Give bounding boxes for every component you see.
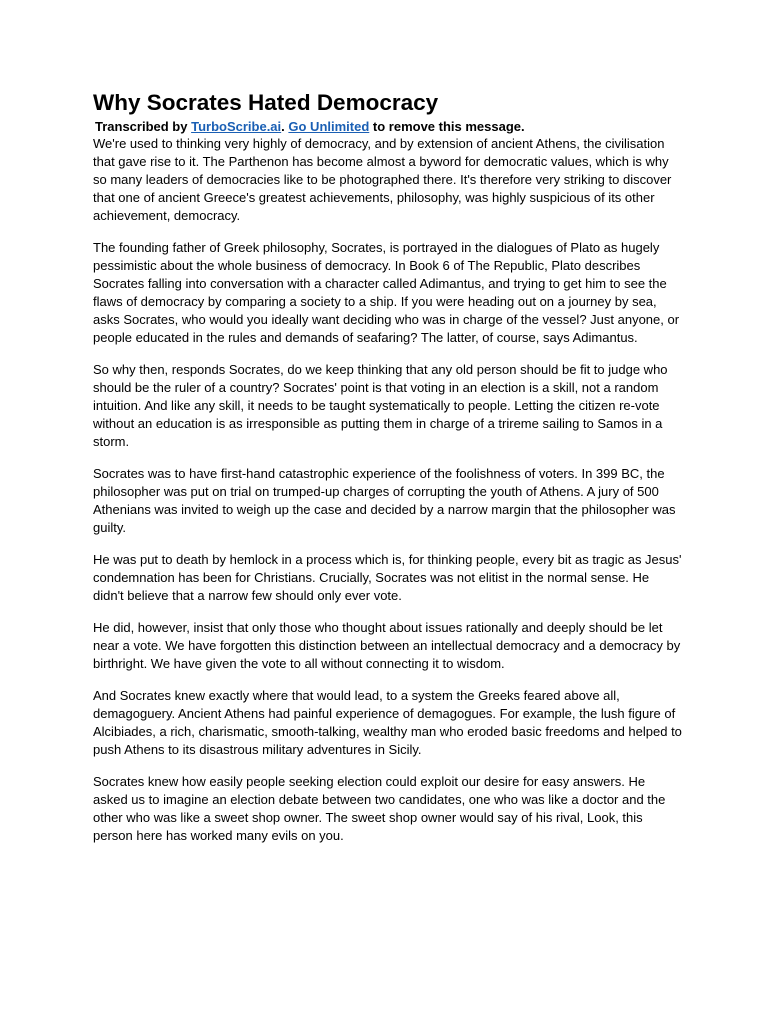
banner-separator: . [281, 119, 289, 134]
transcription-banner [95, 118, 683, 135]
paragraph-2: The founding father of Greek philosophy, Socrates, is portrayed in the dialogues of Plato as hugely pessimistic about the whole business of democracy. In Book 6 of The Republic, Plato describes Socrates falling into conversation with a character called Adimantus, and trying to get him to see the flaws of democracy by comparing a society to a ship. If you were heading out on a journey by sea, asks Socrates, who would you ideally want deciding who was in charge of the vessel? Just anyone, or people educated in the rules and demands of seafaring? The latter, of course, says Adimantus. [93, 240, 680, 345]
banner-prefix: Transcribed by [95, 119, 192, 134]
paragraph-1: We're used to thinking very highly of democracy, and by extension of ancient Athens, the civilisation that gave rise to it. The Parthenon has become almost a byword for democratic values, which is why so many leaders of democracies like to be photographed there. It's therefore very striking to discover that one of ancient Greece's greatest achievements, philosophy, was highly suspicious of its other achievement, democracy. [93, 136, 672, 223]
turboscribe-link[interactable]: TurboScribe.ai [191, 119, 282, 134]
document-title: Why Socrates Hated Democracy [93, 90, 439, 115]
paragraph-6: He did, however, insist that only those who thought about issues rationally and deeply should be let near a vote. We have forgotten this distinction between an intellectual democracy and a democracy by birthright. We have given the vote to all without connecting it to wisdom. [93, 620, 681, 671]
go-unlimited-link[interactable]: Go Unlimited [288, 119, 370, 134]
paragraph-7: And Socrates knew exactly where that would lead, to a system the Greeks feared above all, demagoguery. Ancient Athens had painful experience of demagogues. For example, the lush figure of Alcibiades, a rich, charismatic, smooth-talking, wealthy man who eroded basic freedoms and helped to push Athens to its disastrous military adventures in Sicily. [93, 688, 682, 757]
paragraph-8: Socrates knew how easily people seeking election could exploit our desire for easy answers. He asked us to imagine an election debate between two candidates, one who was like a doctor and the other who was like a sweet shop owner. The sweet shop owner would say of his rival, Look, this person here has worked many evils on you. [93, 774, 666, 843]
document-page [93, 88, 683, 859]
paragraph-3: So why then, responds Socrates, do we keep thinking that any old person should be fit to judge who should be the ruler of a country? Socrates' point is that voting in an election is a skill, not a random intuition. And like any skill, it needs to be taught systematically to people. Letting the citizen re-vote without an education is as irresponsible as putting them in charge of a trireme sailing to Samos in a storm. [93, 362, 668, 449]
banner-suffix: to remove this message. [369, 119, 525, 134]
paragraph-5: He was put to death by hemlock in a process which is, for thinking people, every bit as tragic as Jesus' condemnation has been for Christians. Crucially, Socrates was not elitist in the normal sense. He didn't believe that a narrow few should only ever vote. [93, 552, 682, 603]
paragraph-4: Socrates was to have first-hand catastrophic experience of the foolishness of voters. In 399 BC, the philosopher was put on trial on trumped-up charges of corrupting the youth of Athens. A jury of 500 Athenians was invited to weigh up the case and decided by a narrow margin that the philosopher was guilty. [93, 466, 676, 535]
